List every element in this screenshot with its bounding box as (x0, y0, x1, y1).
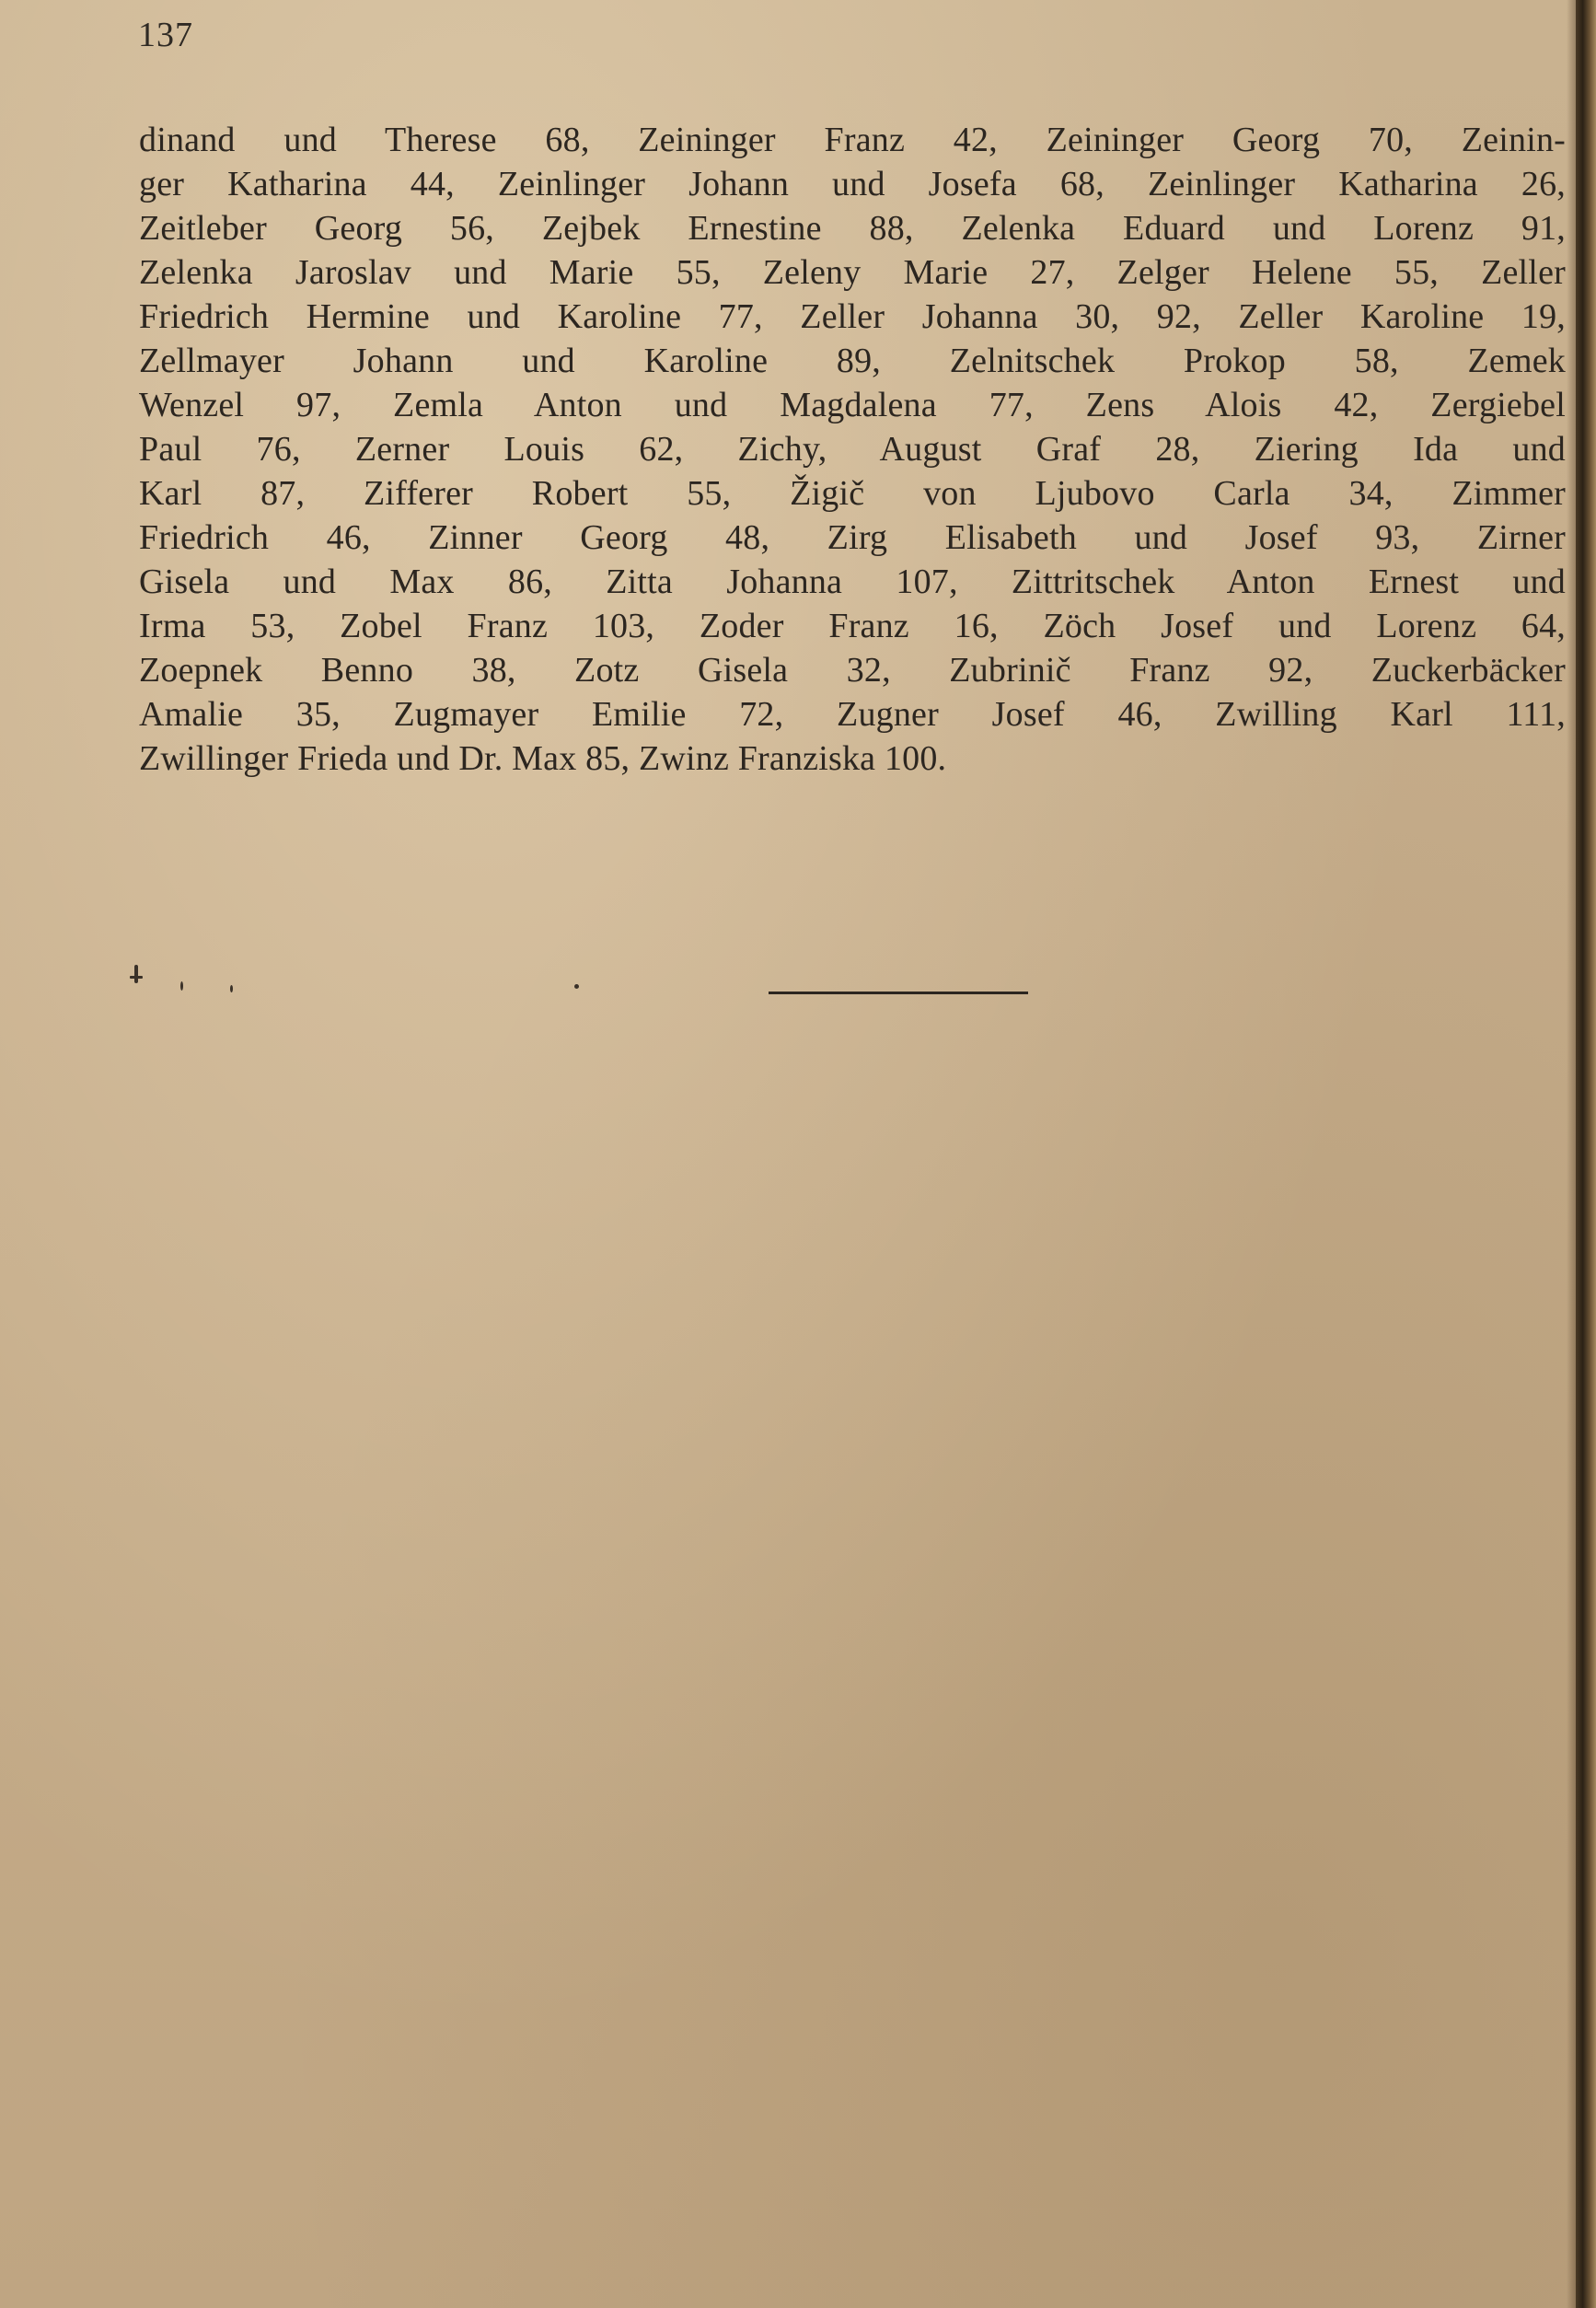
text-line: Paul 76, Zerner Louis 62, Zichy, August Graf 28, Ziering Ida und (139, 430, 1566, 469)
text-line: Wenzel 97, Zemla Anton und Magdalena 77, Zens Alois 42, Zergiebel (139, 386, 1566, 424)
binding-shadow (1567, 0, 1576, 2308)
index-text-block (139, 118, 1566, 781)
ink-speck (574, 984, 579, 989)
text-line: Zoepnek Benno 38, Zotz Gisela 32, Zubrinič Franz 92, Zuckerbäcker (139, 651, 1566, 690)
ink-speck (134, 965, 138, 983)
text-line: Gisela und Max 86, Zitta Johanna 107, Zittritschek Anton Ernest und (139, 563, 1566, 601)
text-line: Amalie 35, Zugmayer Emilie 72, Zugner Josef 46, Zwilling Karl 111, (139, 695, 1566, 734)
section-end-rule (769, 992, 1028, 994)
text-line: Friedrich 46, Zinner Georg 48, Zirg Elisabeth und Josef 93, Zirner (139, 518, 1566, 557)
text-line: Zwillinger Frieda und Dr. Max 85, Zwinz Franziska 100. (139, 739, 947, 778)
ink-speck (180, 981, 183, 991)
text-line: ger Katharina 44, Zeinlinger Johann und Josefa 68, Zeinlinger Katharina 26, (139, 165, 1566, 203)
text-line: Zeitleber Georg 56, Zejbek Ernestine 88, Zelenka Eduard und Lorenz 91, (139, 209, 1566, 248)
page-number: 137 (138, 16, 193, 54)
text-line: Zelenka Jaroslav und Marie 55, Zeleny Marie 27, Zelger Helene 55, Zeller (139, 253, 1566, 292)
text-line: dinand und Therese 68, Zeininger Franz 42, Zeininger Georg 70, Zeinin- (139, 121, 1566, 159)
binding-edge (1576, 0, 1596, 2308)
text-line: Karl 87, Zifferer Robert 55, Žigič von Ljubovo Carla 34, Zimmer (139, 474, 1566, 513)
text-line: Irma 53, Zobel Franz 103, Zoder Franz 16, Zöch Josef und Lorenz 64, (139, 607, 1566, 645)
ink-speck (230, 985, 233, 992)
text-line: Friedrich Hermine und Karoline 77, Zeller Johanna 30, 92, Zeller Karoline 19, (139, 297, 1566, 336)
text-line: Zellmayer Johann und Karoline 89, Zelnitschek Prokop 58, Zemek (139, 342, 1566, 380)
ink-speck (130, 976, 143, 979)
